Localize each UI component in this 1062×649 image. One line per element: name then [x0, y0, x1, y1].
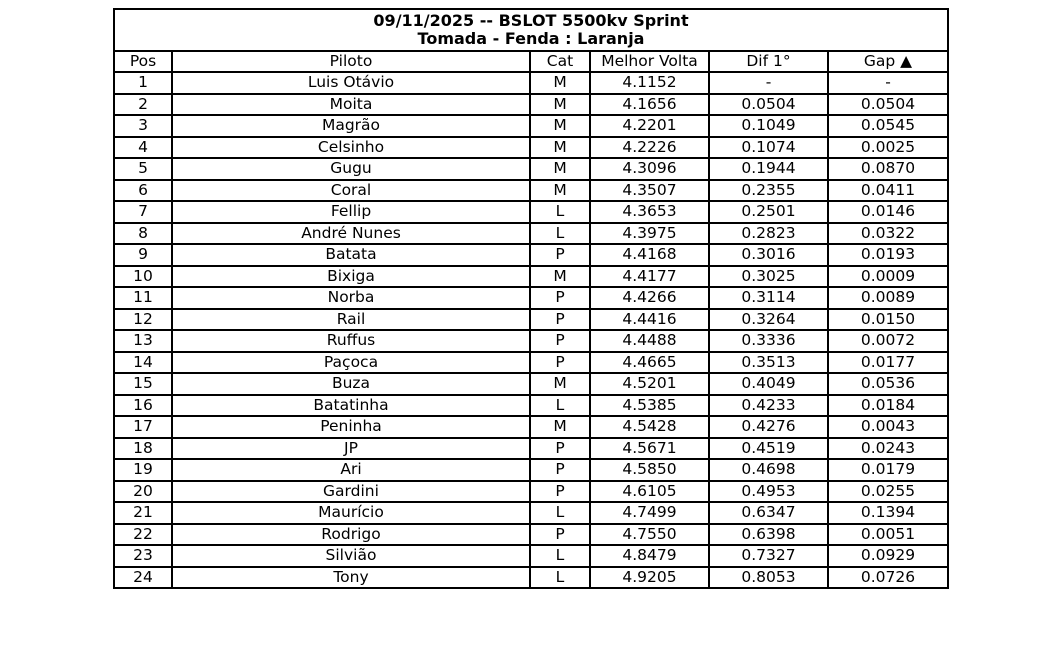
table-row [114, 524, 948, 546]
table-title [114, 9, 948, 51]
column-header-pos[interactable]: Pos [114, 51, 172, 72]
cell-cat: M [530, 373, 590, 395]
cell-dif: 0.2501 [709, 201, 828, 223]
cell-melhor-volta: 4.5671 [590, 438, 709, 460]
cell-gap: 0.0545 [828, 115, 948, 137]
cell-piloto: Peninha [172, 416, 530, 438]
cell-melhor-volta: 4.4177 [590, 266, 709, 288]
cell-cat: L [530, 201, 590, 223]
cell-gap: 0.0150 [828, 309, 948, 331]
table-row [114, 201, 948, 223]
cell-melhor-volta: 4.7550 [590, 524, 709, 546]
cell-cat: M [530, 180, 590, 202]
table-row [114, 395, 948, 417]
cell-gap: 0.0146 [828, 201, 948, 223]
cell-piloto: Luis Otávio [172, 72, 530, 94]
cell-gap: 0.0255 [828, 481, 948, 503]
title-line-2: Tomada - Fenda : Laranja [417, 29, 645, 48]
table-row [114, 115, 948, 137]
cell-melhor-volta: 4.3507 [590, 180, 709, 202]
cell-piloto: JP [172, 438, 530, 460]
cell-melhor-volta: 4.9205 [590, 567, 709, 589]
results-body [114, 72, 948, 588]
cell-gap: 0.1394 [828, 502, 948, 524]
table-row [114, 459, 948, 481]
cell-gap: 0.0929 [828, 545, 948, 567]
cell-melhor-volta: 4.4665 [590, 352, 709, 374]
cell-melhor-volta: 4.4168 [590, 244, 709, 266]
cell-cat: L [530, 502, 590, 524]
cell-gap: 0.0726 [828, 567, 948, 589]
table-row [114, 244, 948, 266]
cell-pos: 24 [114, 567, 172, 589]
cell-gap: 0.0243 [828, 438, 948, 460]
cell-piloto: Tony [172, 567, 530, 589]
cell-gap: 0.0411 [828, 180, 948, 202]
cell-gap: 0.0072 [828, 330, 948, 352]
cell-gap: 0.0051 [828, 524, 948, 546]
cell-piloto: Norba [172, 287, 530, 309]
cell-piloto: Fellip [172, 201, 530, 223]
header-row [114, 51, 948, 72]
title-row [114, 9, 948, 51]
table-row [114, 352, 948, 374]
cell-melhor-volta: 4.1656 [590, 94, 709, 116]
cell-pos: 7 [114, 201, 172, 223]
cell-gap: 0.0009 [828, 266, 948, 288]
cell-melhor-volta: 4.3975 [590, 223, 709, 245]
cell-cat: P [530, 330, 590, 352]
table-row [114, 567, 948, 589]
cell-melhor-volta: 4.4266 [590, 287, 709, 309]
cell-melhor-volta: 4.5428 [590, 416, 709, 438]
cell-dif: 0.3016 [709, 244, 828, 266]
cell-piloto: Batatinha [172, 395, 530, 417]
cell-gap: 0.0025 [828, 137, 948, 159]
cell-pos: 10 [114, 266, 172, 288]
cell-melhor-volta: 4.6105 [590, 481, 709, 503]
cell-cat: M [530, 266, 590, 288]
cell-pos: 20 [114, 481, 172, 503]
cell-cat: M [530, 416, 590, 438]
cell-gap: 0.0043 [828, 416, 948, 438]
cell-cat: M [530, 137, 590, 159]
column-header-cat[interactable]: Cat [530, 51, 590, 72]
column-header-piloto[interactable]: Piloto [172, 51, 530, 72]
cell-piloto: Buza [172, 373, 530, 395]
cell-dif: 0.4049 [709, 373, 828, 395]
cell-melhor-volta: 4.5385 [590, 395, 709, 417]
cell-cat: P [530, 438, 590, 460]
cell-dif: 0.1074 [709, 137, 828, 159]
cell-piloto: Rail [172, 309, 530, 331]
cell-pos: 18 [114, 438, 172, 460]
cell-cat: M [530, 158, 590, 180]
cell-gap: 0.0504 [828, 94, 948, 116]
cell-dif: 0.4276 [709, 416, 828, 438]
cell-piloto: Gugu [172, 158, 530, 180]
cell-pos: 16 [114, 395, 172, 417]
table-row [114, 266, 948, 288]
cell-dif: 0.3114 [709, 287, 828, 309]
table-row [114, 137, 948, 159]
cell-pos: 14 [114, 352, 172, 374]
cell-gap: 0.0870 [828, 158, 948, 180]
cell-cat: L [530, 567, 590, 589]
cell-pos: 22 [114, 524, 172, 546]
table-row [114, 309, 948, 331]
cell-gap: 0.0193 [828, 244, 948, 266]
cell-cat: M [530, 94, 590, 116]
cell-pos: 4 [114, 137, 172, 159]
cell-cat: P [530, 481, 590, 503]
column-header-melhor-volta[interactable]: Melhor Volta [590, 51, 709, 72]
cell-gap: 0.0179 [828, 459, 948, 481]
table-row [114, 416, 948, 438]
table-row [114, 72, 948, 94]
cell-dif: 0.3025 [709, 266, 828, 288]
cell-pos: 23 [114, 545, 172, 567]
cell-dif: 0.3336 [709, 330, 828, 352]
cell-gap: 0.0177 [828, 352, 948, 374]
cell-melhor-volta: 4.5850 [590, 459, 709, 481]
cell-piloto: Rodrigo [172, 524, 530, 546]
cell-dif: 0.4233 [709, 395, 828, 417]
cell-melhor-volta: 4.4416 [590, 309, 709, 331]
cell-piloto: Silvião [172, 545, 530, 567]
cell-pos: 8 [114, 223, 172, 245]
cell-dif: 0.4953 [709, 481, 828, 503]
cell-pos: 21 [114, 502, 172, 524]
cell-melhor-volta: 4.2226 [590, 137, 709, 159]
cell-cat: P [530, 524, 590, 546]
cell-dif: 0.0504 [709, 94, 828, 116]
results-table [113, 8, 949, 589]
cell-pos: 9 [114, 244, 172, 266]
cell-pos: 5 [114, 158, 172, 180]
cell-melhor-volta: 4.8479 [590, 545, 709, 567]
cell-pos: 6 [114, 180, 172, 202]
cell-melhor-volta: 4.7499 [590, 502, 709, 524]
cell-gap: 0.0536 [828, 373, 948, 395]
cell-dif: 0.7327 [709, 545, 828, 567]
cell-piloto: Ari [172, 459, 530, 481]
table-row [114, 180, 948, 202]
table-row [114, 94, 948, 116]
cell-gap: - [828, 72, 948, 94]
cell-dif: 0.6398 [709, 524, 828, 546]
cell-gap: 0.0089 [828, 287, 948, 309]
cell-piloto: Celsinho [172, 137, 530, 159]
cell-melhor-volta: 4.5201 [590, 373, 709, 395]
cell-pos: 12 [114, 309, 172, 331]
table-row [114, 158, 948, 180]
cell-cat: P [530, 244, 590, 266]
title-line-1: 09/11/2025 -- BSLOT 5500kv Sprint [373, 11, 689, 30]
table-row [114, 373, 948, 395]
cell-gap: 0.0322 [828, 223, 948, 245]
table-row [114, 502, 948, 524]
cell-cat: L [530, 223, 590, 245]
cell-piloto: Ruffus [172, 330, 530, 352]
cell-melhor-volta: 4.1152 [590, 72, 709, 94]
cell-pos: 19 [114, 459, 172, 481]
cell-cat: P [530, 309, 590, 331]
cell-pos: 2 [114, 94, 172, 116]
cell-pos: 1 [114, 72, 172, 94]
table-row [114, 545, 948, 567]
cell-dif: 0.2823 [709, 223, 828, 245]
cell-cat: L [530, 545, 590, 567]
cell-pos: 11 [114, 287, 172, 309]
table-row [114, 287, 948, 309]
cell-cat: P [530, 459, 590, 481]
cell-dif: 0.1049 [709, 115, 828, 137]
cell-piloto: Batata [172, 244, 530, 266]
cell-dif: 0.8053 [709, 567, 828, 589]
cell-cat: L [530, 395, 590, 417]
cell-melhor-volta: 4.2201 [590, 115, 709, 137]
cell-dif: 0.6347 [709, 502, 828, 524]
cell-melhor-volta: 4.4488 [590, 330, 709, 352]
table-row [114, 223, 948, 245]
cell-piloto: Maurício [172, 502, 530, 524]
cell-melhor-volta: 4.3096 [590, 158, 709, 180]
cell-dif: 0.1944 [709, 158, 828, 180]
cell-melhor-volta: 4.3653 [590, 201, 709, 223]
cell-dif: 0.2355 [709, 180, 828, 202]
cell-piloto: Magrão [172, 115, 530, 137]
cell-cat: P [530, 287, 590, 309]
cell-pos: 13 [114, 330, 172, 352]
cell-cat: M [530, 115, 590, 137]
cell-dif: - [709, 72, 828, 94]
cell-piloto: Moita [172, 94, 530, 116]
cell-piloto: Paçoca [172, 352, 530, 374]
table-row [114, 481, 948, 503]
cell-pos: 15 [114, 373, 172, 395]
cell-dif: 0.4698 [709, 459, 828, 481]
cell-gap: 0.0184 [828, 395, 948, 417]
cell-dif: 0.3264 [709, 309, 828, 331]
cell-cat: M [530, 72, 590, 94]
cell-dif: 0.3513 [709, 352, 828, 374]
column-header-dif[interactable]: Dif 1° [709, 51, 828, 72]
table-row [114, 330, 948, 352]
cell-cat: P [530, 352, 590, 374]
column-header-gap[interactable]: Gap ▲ [828, 51, 948, 72]
cell-dif: 0.4519 [709, 438, 828, 460]
table-row [114, 438, 948, 460]
cell-pos: 3 [114, 115, 172, 137]
cell-piloto: Coral [172, 180, 530, 202]
cell-piloto: Bixiga [172, 266, 530, 288]
cell-pos: 17 [114, 416, 172, 438]
cell-piloto: André Nunes [172, 223, 530, 245]
cell-piloto: Gardini [172, 481, 530, 503]
